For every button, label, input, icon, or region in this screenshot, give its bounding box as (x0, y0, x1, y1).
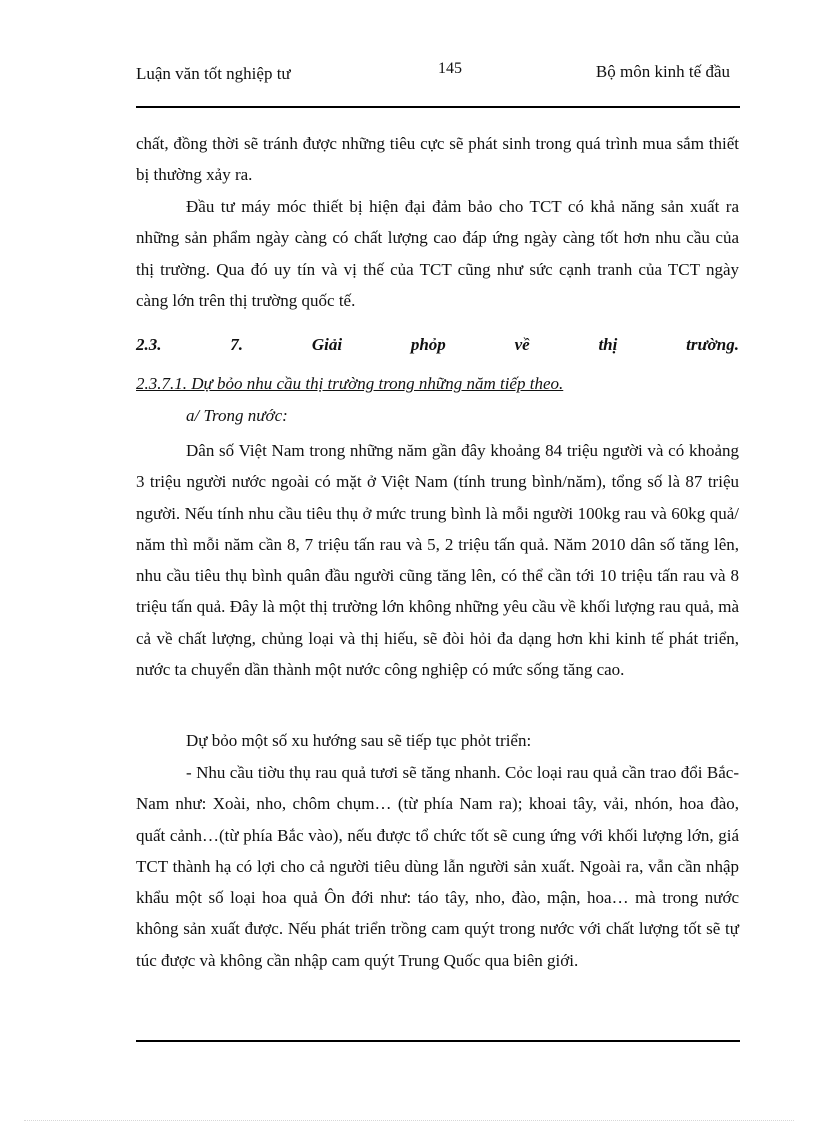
paragraph-domestic-demand: Dân số Việt Nam trong những năm gần đây khoảng 84 triệu người và có khoảng 3 triệu người nước ngoài có mặt ở Việt Nam (tính trung bình/năm), tổng số là 87 triệu người. Nếu tính nhu cầu tiêu thụ ở mức trung bình là mỗi người 100kg rau và 60kg quả/ năm thì mỗi năm cần 8, 7 triệu tấn rau và 5, 2 triệu tấn quả. Năm 2010 dân số tăng lên, nhu cầu tiêu thụ bình quân đầu người cũng tăng lên, có thể cần tới 10 triệu tấn rau và 8 triệu tấn quả. Đây là một thị trường lớn không những yêu cầu về khối lượng rau quả, mà cả về chất lượng, chủng loại và thị hiếu, sẽ đòi hỏi đa dạng hơn khi kinh tế phát triển, nước ta chuyển dần thành một nước công nghiệp có mức sống tăng cao. (136, 441, 739, 680)
paragraph-fresh-produce-trend: - Nhu cầu tiờu thụ rau quả tươi sẽ tăng nhanh. Cỏc loại rau quả cần trao đổi Bắc- Nam như: Xoài, nho, chôm chụm… (từ phía Nam ra); khoai tây, vải, nhón, hoa đào, quất cảnh…(từ phía Bắc vào), nếu được tổ chức tốt sẽ cung ứng với khối lượng lớn, giá TCT thành hạ có lợi cho cả người tiêu dùng lẫn người sản xuất. Ngoài ra, vẫn cần nhập khẩu một số loại hoa quả Ôn đới như: táo tây, nho, đào, mận, hoa… mà trong nước không sản xuất được. Nếu phát triển trồng cam quýt trong nước với chất lượng tốt sẽ tự túc được và không cần nhập cam quýt Trung Quốc qua biên giới. (136, 763, 739, 970)
header-thesis-title: Luận văn tốt nghiệp tư (136, 64, 291, 83)
page-edge-divider (24, 1120, 794, 1121)
header-department: Bộ môn kinh tế đầu (595, 62, 730, 81)
section-heading-word: phỏp (410, 335, 446, 354)
subsection-heading: 2.3.7.1. Dự bỏo nhu cầu thị trường trong những năm tiếp theo. (136, 374, 564, 393)
footer-rule (136, 1040, 740, 1042)
section-heading-word: 2.3. (136, 335, 162, 354)
section-heading-word: thị (598, 335, 618, 354)
section-heading-word: về (514, 335, 530, 354)
paragraph-trend-intro: Dự bỏo một số xu hướng sau sẽ tiếp tục phỏt triển: (186, 731, 532, 750)
section-heading-word: 7. (230, 335, 244, 354)
page-header (136, 60, 740, 108)
section-heading-word: Giải (311, 335, 343, 354)
page-number: 145 (438, 60, 462, 77)
section-heading (136, 331, 739, 359)
section-heading-word: trường. (686, 335, 739, 354)
paragraph-equipment-procurement: chất, đồng thời sẽ tránh được những tiêu cực sẽ phát sinh trong quá trình mua sắm thiết bị thường xảy ra. (136, 134, 739, 185)
paragraph-equipment-investment: Đầu tư máy móc thiết bị hiện đại đảm bảo cho TCT có khả năng sản xuất ra những sản phẩm ngày càng có chất lượng cao đáp ứng ngày càng tốt hơn nhu cầu của thị trường. Qua đó uy tín và vị thế của TCT cũng như sức cạnh tranh của TCT ngày càng lớn trên thị trường quốc tế. (136, 197, 739, 310)
subsubsection-heading: a/ Trong nước: (186, 406, 288, 425)
